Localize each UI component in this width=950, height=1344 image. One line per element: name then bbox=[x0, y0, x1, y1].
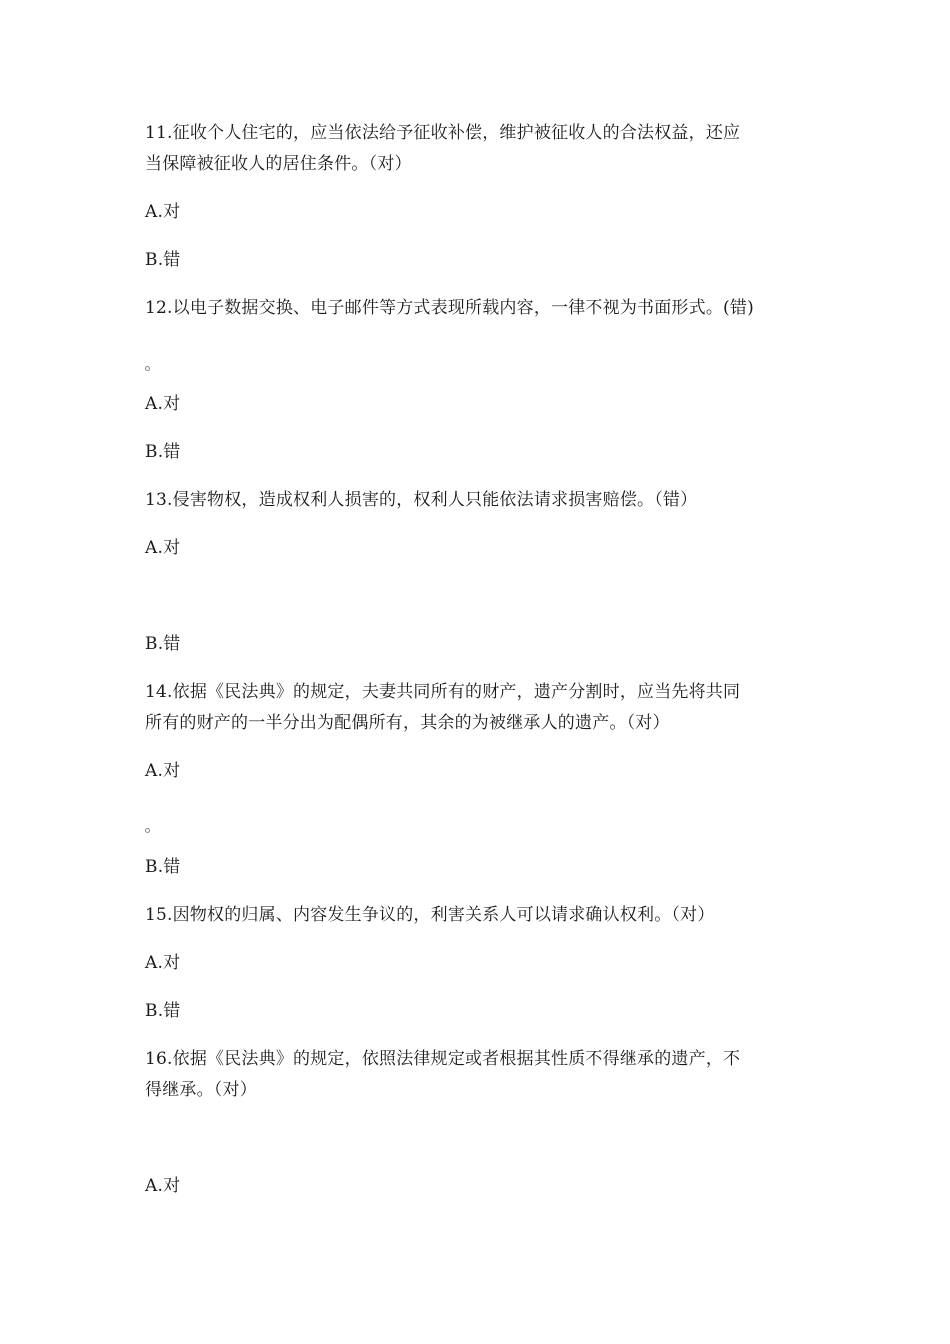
question-11-option-b: B.错 bbox=[145, 250, 181, 270]
question-11-option-a: A.对 bbox=[145, 202, 181, 222]
question-14-option-a: A.对 bbox=[145, 761, 181, 781]
question-16-option-a: A.对 bbox=[145, 1176, 181, 1196]
question-11-stem-line-1: 11.征收个人住宅的，应当依法给予征收补偿，维护被征收人的合法权益，还应 bbox=[145, 123, 741, 143]
question-12-option-b: B.错 bbox=[145, 442, 181, 462]
question-16-stem-line-2: 得继承。（对） bbox=[145, 1080, 257, 1100]
question-14-stem-line-2: 所有的财产的一半分出为配偶所有，其余的为被继承人的遗产。（对） bbox=[145, 713, 670, 733]
question-14-stem-line-1: 14.依据《民法典》的规定，夫妻共同所有的财产，遗产分割时，应当先将共同 bbox=[145, 682, 741, 702]
question-11-stem-line-2: 当保障被征收人的居住条件。（对） bbox=[145, 154, 412, 174]
question-12-stem-line-1: 12.以电子数据交换、电子邮件等方式表现所载内容，一律不视为书面形式。(错) bbox=[145, 298, 754, 318]
question-14-option-b: B.错 bbox=[145, 857, 181, 877]
stray-dot bbox=[145, 366, 150, 371]
question-16-stem-line-1: 16.依据《民法典》的规定，依照法律规定或者根据其性质不得继承的遗产，不 bbox=[145, 1049, 741, 1069]
question-15-option-a: A.对 bbox=[145, 953, 181, 973]
stray-dot bbox=[145, 828, 150, 833]
question-13-stem-line-1: 13.侵害物权，造成权利人损害的，权利人只能依法请求损害赔偿。（错） bbox=[145, 490, 698, 510]
question-13-option-a: A.对 bbox=[145, 538, 181, 558]
question-15-stem-line-1: 15.因物权的归属、内容发生争议的，利害关系人可以请求确认权利。（对） bbox=[145, 905, 715, 925]
question-12-option-a: A.对 bbox=[145, 394, 181, 414]
question-13-option-b: B.错 bbox=[145, 634, 181, 654]
question-15-option-b: B.错 bbox=[145, 1001, 181, 1021]
